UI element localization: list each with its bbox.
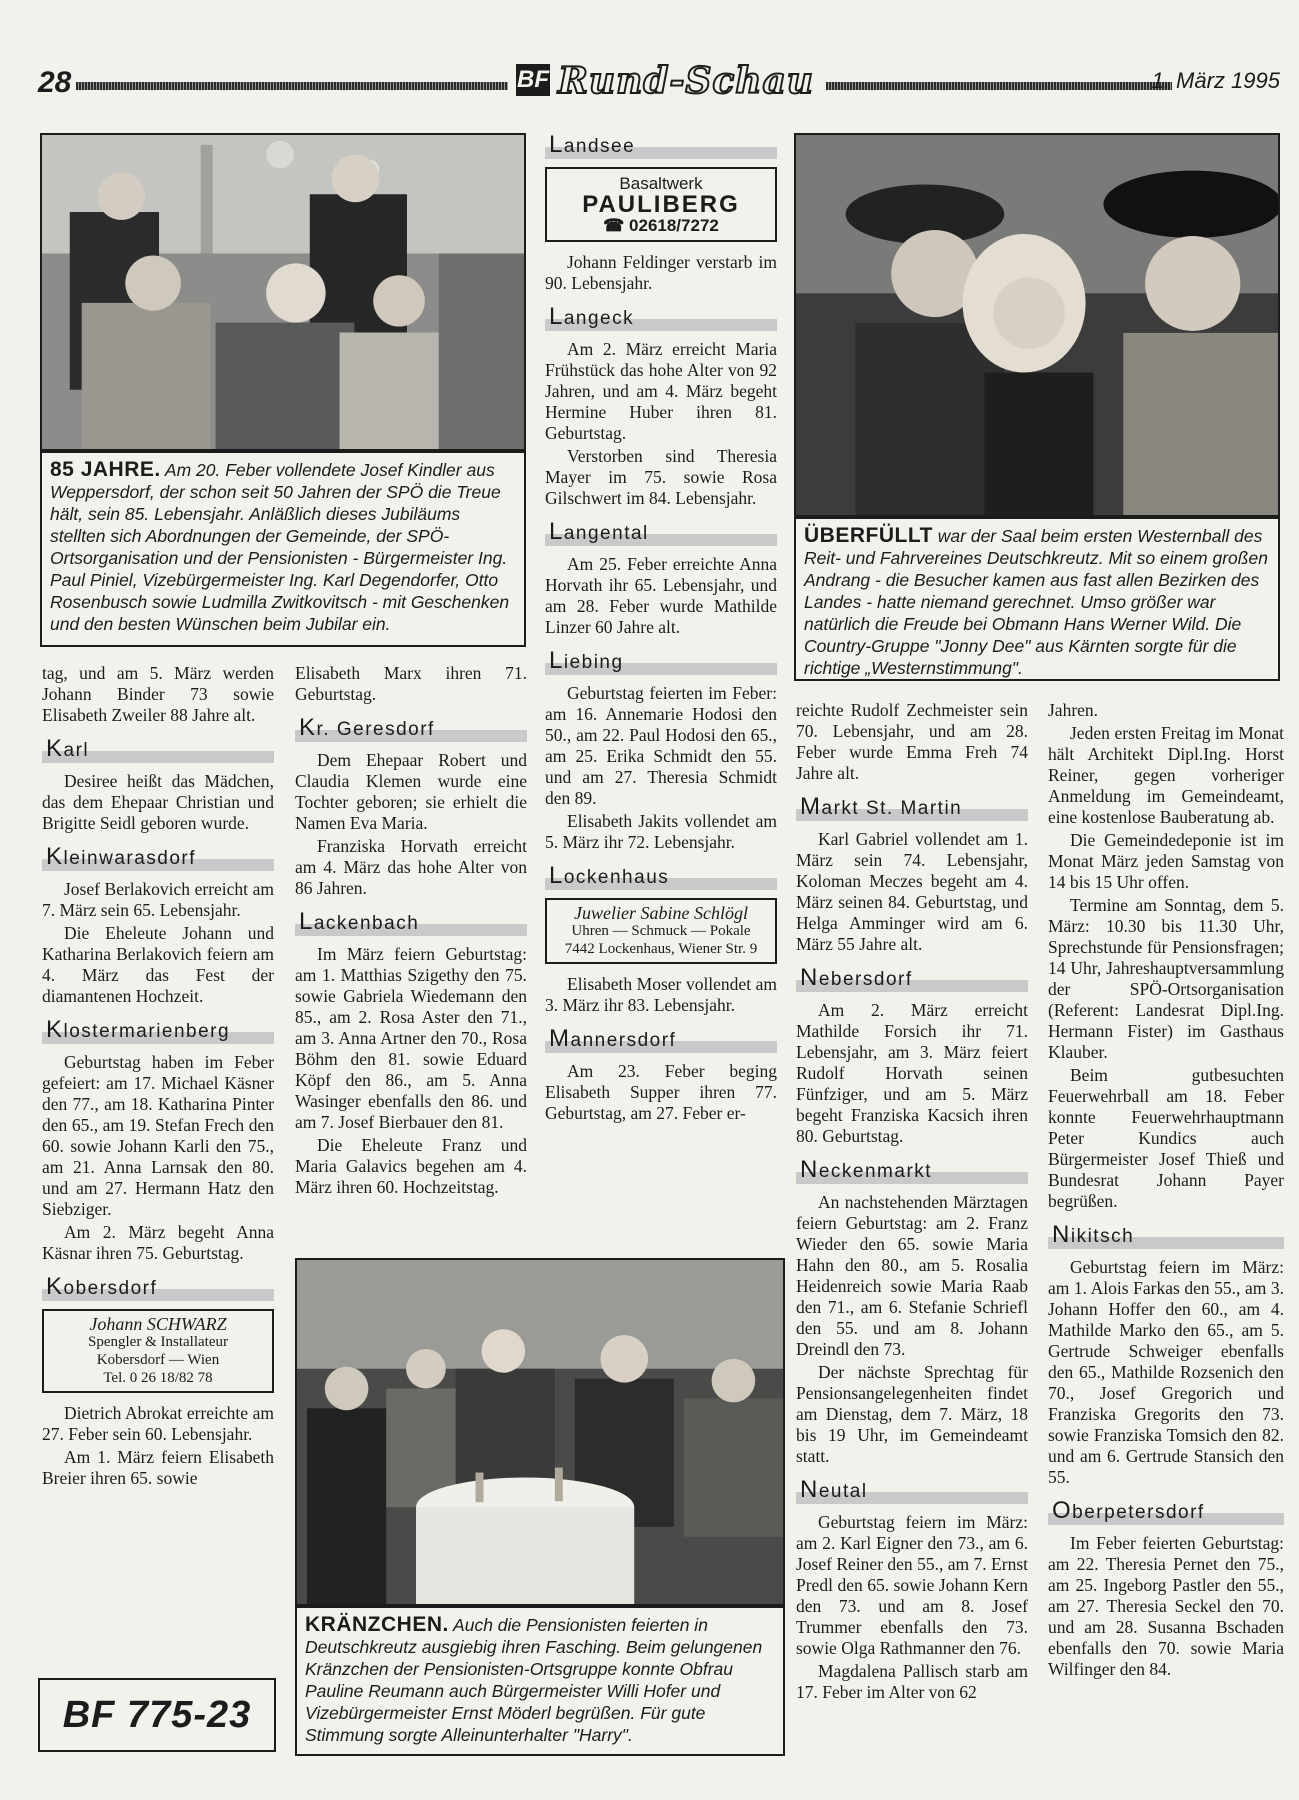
section-heading-karl: Karl [42, 736, 274, 763]
column-3 [545, 128, 777, 1126]
section-heading-lackenbach: Lackenbach [295, 909, 527, 936]
column-1 [42, 663, 274, 1491]
section-heading-landsee: Landsee [545, 132, 777, 159]
issue-date: 1. März 1995 [1151, 68, 1280, 93]
masthead-rule-right [826, 82, 1172, 90]
paragraph: Elisabeth Marx ihren 71. Geburtstag. [295, 663, 527, 704]
ad-line: 7442 Lockenhaus, Wiener Str. 9 [564, 941, 758, 957]
paragraph: Im Feber feierten Geburtstag: am 22. Theresia Pernet den 75., am 25. Ingeborg Pastler den 55., am 27. Theresia Seckel den 70. und am 28. Susanna Bschaden ebenfalls den 70. sowie Maria Wilfinger den 84. [1048, 1533, 1284, 1679]
caption-text: Auch die Pensionisten feierten in Deutschkreutz ausgiebig ihren Fasching. Beim gelungenen Kränzchen der Pensionisten-Ortsgruppe konnte Obfrau Pauline Reumann auch Bürgermeister Willi Hofer und Vizebürgermeister Ernst Möderl begrüßen. Für gute Stimmung sorgte Alleinunterhalter "Harry". [305, 1615, 763, 1745]
paragraph: An nachstehenden Märztagen feiern Geburtstag: am 2. Franz Wieder den 65. sowie Maria Hahn den 80., am 5. Rosalia Heidenreich sowie Maria Raab den 71., am 6. Stefanie Schriefl den 55. und am 8. Johann Dreindl den 73. [796, 1192, 1028, 1359]
section-heading-liebing: Liebing [545, 648, 777, 675]
paragraph: Der nächste Sprechtag für Pensionsangelegenheiten findet am Dienstag, dem 7. März, 18 bis 19 Uhr, im Gemeindeamt statt. [796, 1362, 1028, 1466]
paragraph: Desiree heißt das Mädchen, das dem Ehepaar Christian und Brigitte Seidl geboren wurde. [42, 771, 274, 833]
masthead-rule-left [76, 82, 508, 90]
section-heading-kleinwarasdorf: Kleinwarasdorf [42, 844, 274, 871]
paragraph: Am 2. März erreicht Maria Frühstück das hohe Alter von 92 Jahren, und am 4. März begeht Hermine Huber ihren 81. Geburtstag. [545, 339, 777, 443]
section-heading-lockenhaus: Lockenhaus [545, 863, 777, 890]
paragraph: reichte Rudolf Zechmeister sein 70. Lebensjahr, und am 28. Feber wurde Emma Freh 74 Jahre alt. [796, 700, 1028, 783]
section-heading-oberpetersdorf: Oberpetersdorf [1048, 1498, 1284, 1525]
paragraph: Im März feiern Geburtstag: am 1. Matthias Szigethy den 75. sowie Gabriela Wiedemann den 85., am 2. Rosa Aster den 71., am 3. Anna Artner den 70., Rosa Böhm den 81. sowie Eduard Köpf den 86., am 5. Anna Wasinger ebenfalls den 86. und am 7. Josef Bierbauer den 81. [295, 944, 527, 1132]
logo-text: Rund-Schau [558, 60, 814, 102]
ad-juwelier [545, 898, 777, 964]
caption-lead: ÜBERFÜLLT [804, 524, 933, 547]
caption-lead: 85 JAHRE. [50, 458, 161, 481]
column-4 [796, 700, 1028, 1705]
caption-kraenzchen [295, 1606, 785, 1756]
paragraph: Die Gemeindedeponie ist im Monat März jeden Samstag von 14 bis 15 Uhr offen. [1048, 830, 1284, 892]
paragraph: Karl Gabriel vollendet am 1. März sein 74. Lebensjahr, Koloman Meczes begeht am 4. März seinen 84. Geburtstag, und Helga Amminger wird am 6. März 55 Jahre alt. [796, 829, 1028, 954]
paragraph: Dietrich Abrokat erreichte am 27. Feber sein 60. Lebensjahr. [42, 1403, 274, 1444]
logo-mark: BF [516, 64, 550, 96]
paragraph: Termine am Sonntag, dem 5. März: 10.30 bis 11.30 Uhr, Sprechstunde für Pensionsfragen; 14 Uhr, Jahreshauptversammlung der SPÖ-Ortsorganisation (Referent: Landesrat Dipl.Ing. Hermann Fister) im Gasthaus Klauber. [1048, 895, 1284, 1062]
paragraph: Elisabeth Moser vollendet am 3. März ihr 83. Lebensjahr. [545, 974, 777, 1015]
paragraph: Josef Berlakovich erreicht am 7. März sein 65. Lebensjahr. [42, 879, 274, 920]
paragraph: Johann Feldinger verstarb im 90. Lebensjahr. [545, 252, 777, 293]
paragraph: Die Eheleute Johann und Katharina Berlakovich feiern am 4. März das Fest der diamantenen Hochzeit. [42, 923, 274, 1006]
paragraph: tag, und am 5. März werden Johann Binder 73 sowie Elisabeth Zweiler 88 Jahre alt. [42, 663, 274, 725]
caption-text: Am 20. Feber vollendete Josef Kindler aus Weppersdorf, der schon seit 50 Jahren der SPÖ die Treue hält, sein 85. Lebensjahr. Anläßlich dieses Jubiläums stellten sich Abordnungen der Gemeinde, der SPÖ-Ortsorganisation und der Pensionisten - Bürgermeister Ing. Paul Piniel, Vizebürgermeister Ing. Karl Degendorfer, Otto Rosenbusch sowie Ludmilla Zwitkovitsch - mit Geschenken und den besten Wünschen beim Jubilar ein. [50, 460, 510, 634]
ad-line: Johann SCHWARZ [89, 1314, 227, 1334]
paragraph: Geburtstag feierten im Feber: am 16. Annemarie Hodosi den 50., am 22. Paul Hodosi den 65., am 25. Erika Schmidt den 55. und am 27. Theresia Schmidt den 89. [545, 683, 777, 808]
section-heading-krgeresdorf: Kr. Geresdorf [295, 715, 527, 742]
paragraph: Am 23. Feber beging Elisabeth Supper ihren 77. Geburtstag, am 27. Feber er- [545, 1061, 777, 1123]
ad-line: Basaltwerk [619, 174, 703, 193]
photo-kraenzchen [295, 1258, 785, 1606]
paragraph: Jeden ersten Freitag im Monat hält Architekt Dipl.Ing. Horst Reiner, gegen vorheriger Anmeldung im Gemeindeamt, eine kostenlose Bauberatung ab. [1048, 723, 1284, 827]
paragraph: Dem Ehepaar Robert und Claudia Klemen wurde eine Tochter geboren; sie erhielt die Namen Eva Maria. [295, 750, 527, 833]
section-heading-markt-st-martin: Markt St. Martin [796, 794, 1028, 821]
section-heading-nikitsch: Nikitsch [1048, 1222, 1284, 1249]
column-5 [1048, 700, 1284, 1682]
caption-text: war der Saal beim ersten Westernball des Reit- und Fahrvereines Deutschkreutz. Mit so einem großen Andrang - die Besucher kamen aus fast allen Bezirken des Landes - hatte niemand gerechnet. Umso größer war natürlich die Freude bei Obmann Hans Werner Wild. Die Country-Gruppe "Jonny Dee" aus Kärnten sorgte für die richtige „Westernstimmung". [804, 526, 1268, 678]
ad-line: Spengler & Installateur [88, 1334, 228, 1350]
paragraph: Am 2. März erreicht Mathilde Forsich ihr 71. Lebensjahr, am 3. März feiert Rudolf Horvath seinen Fünfziger, und am 5. März begeht Franziska Kacsich ihren 80. Geburtstag. [796, 1000, 1028, 1146]
ad-basaltwerk [545, 167, 777, 242]
section-heading-mannersdorf: Mannersdorf [545, 1026, 777, 1053]
ad-line: Tel. 0 26 18/82 78 [103, 1370, 213, 1386]
column-2 [295, 663, 527, 1200]
ad-schwarz [42, 1309, 274, 1393]
section-heading-langental: Langental [545, 519, 777, 546]
photo-westernball [794, 133, 1280, 517]
ad-line: Kobersdorf — Wien [96, 1352, 220, 1368]
paragraph: Die Eheleute Franz und Maria Galavics begehen am 4. März ihren 60. Hochzeitstag. [295, 1135, 527, 1197]
photo-85-jahre [40, 133, 526, 451]
paragraph: Elisabeth Jakits vollendet am 5. März ihr 72. Lebensjahr. [545, 811, 777, 852]
paragraph: Magdalena Pallisch starb am 17. Feber im Alter von 62 [796, 1661, 1028, 1702]
paragraph: Verstorben sind Theresia Mayer im 75. sowie Rosa Gilschwert im 84. Lebensjahr. [545, 446, 777, 508]
section-heading-neckenmarkt: Neckenmarkt [796, 1157, 1028, 1184]
paragraph: Am 2. März begeht Anna Käsnar ihren 75. Geburtstag. [42, 1222, 274, 1263]
caption-westernball [794, 517, 1280, 681]
paragraph: Geburtstag feiern im März: am 2. Karl Eigner den 73., am 6. Josef Reiner den 55., am 7. Ernst Predl den 65. sowie Johann Kern den 73. und am 8. Josef Trummer ebenfalls den 73. sowie Olga Rathmanner den 76. [796, 1512, 1028, 1658]
paragraph: Jahren. [1048, 700, 1099, 720]
section-heading-nebersdorf: Nebersdorf [796, 965, 1028, 992]
section-heading-klostermarienberg: Klostermarienberg [42, 1017, 274, 1044]
paragraph: Am 1. März feiern Elisabeth Breier ihren 65. sowie [42, 1447, 274, 1488]
masthead [38, 62, 1288, 108]
ad-line: ☎ 02618/7272 [603, 216, 719, 235]
page-number: 28 [38, 66, 72, 99]
section-heading-langeck: Langeck [545, 304, 777, 331]
ad-line: Juwelier Sabine Schlögl [574, 903, 748, 923]
caption-lead: KRÄNZCHEN. [305, 1613, 449, 1636]
section-heading-kobersdorf: Kobersdorf [42, 1274, 274, 1301]
article-code: BF 775-23 [38, 1678, 276, 1752]
caption-85-jahre [40, 451, 526, 647]
paragraph: Beim gutbesuchten Feuerwehrball am 18. Feber konnte Feuerwehrhauptmann Peter Kundics auch Bürgermeister Josef Thieß und Bundesrat Johann Payer begrüßen. [1048, 1065, 1284, 1211]
paragraph: Franziska Horvath erreicht am 4. März das hohe Alter von 86 Jahren. [295, 836, 527, 898]
paragraph: Am 25. Feber erreichte Anna Horvath ihr 65. Lebensjahr, und am 28. Feber wurde Mathilde Linzer 60 Jahre alt. [545, 554, 777, 637]
ad-line: PAULIBERG [582, 191, 740, 218]
ad-line: Uhren — Schmuck — Pokale [571, 923, 751, 939]
paragraph: Geburtstag haben im Feber gefeiert: am 17. Michael Käsner den 77., am 18. Katharina Pinter den 65., am 19. Stefan Frech den 60. sowie Johann Karli den 75., am 21. Anna Larnsak den 80. und am 27. Hermann Hatz den Siebziger. [42, 1052, 274, 1219]
paragraph: Geburtstag feiern im März: am 1. Alois Farkas den 55., am 3. Johann Hoffer den 60., am 4. Mathilde Marko den 65., am 5. Gertrude Schweiger ebenfalls den 65., Mathilde Rozsenich den 70., Josef Gregorich und Franziska Gregorits den 73. sowie Franziska Tomsich den 82. und am 6. Gertrude Stansich den 55. [1048, 1257, 1284, 1487]
section-heading-neutal: Neutal [796, 1477, 1028, 1504]
